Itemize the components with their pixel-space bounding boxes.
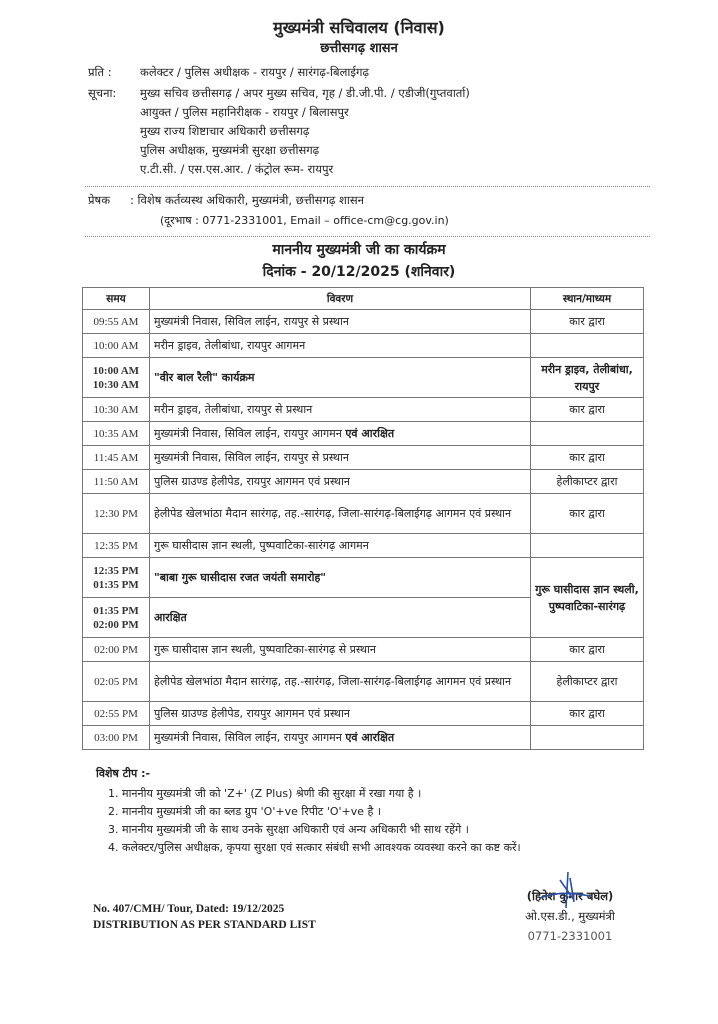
table-row bbox=[83, 310, 644, 334]
info-line: मुख्य सचिव छत्तीसगढ़ / अपर मुख्य सचिव, गृह / डी.जी.पी. / एडीजी(गुप्तवार्ता) bbox=[140, 86, 470, 100]
description-bold-text: "बाबा गुरू घासीदास रजत जयंती समारोह" bbox=[154, 571, 327, 584]
time-cell bbox=[83, 446, 150, 470]
divider bbox=[85, 236, 650, 237]
time-value: 11:50 AM bbox=[93, 475, 139, 488]
description-cell bbox=[150, 446, 531, 470]
signatory-phone: 0771-2331001 bbox=[527, 929, 613, 943]
table-row bbox=[83, 358, 644, 398]
time-value: 10:30 AM bbox=[93, 403, 139, 416]
time-cell bbox=[83, 358, 150, 398]
special-notes bbox=[96, 766, 646, 857]
info-line: मुख्य राज्य शिष्टाचार अधिकारी छत्तीसगढ़ bbox=[140, 124, 310, 138]
table-row bbox=[83, 726, 644, 750]
note-item: 4. कलेक्टर/पुलिस अधीक्षक, कृपया सुरक्षा एवं सत्कार संबंधी सभी आवश्यक व्यवस्था करने का कष्ट करें। bbox=[122, 839, 646, 857]
time-cell bbox=[83, 534, 150, 558]
description-bold-text: "वीर बाल रैली" कार्यक्रम bbox=[154, 371, 255, 384]
description-bold-text: एवं आरक्षित bbox=[345, 731, 395, 744]
signatory-block bbox=[500, 886, 640, 946]
time-value: 02:00 PM bbox=[94, 643, 138, 656]
place-cell: कार द्वारा bbox=[531, 702, 644, 726]
schedule-table bbox=[82, 287, 644, 750]
notes-title: विशेष टीप :- bbox=[96, 767, 151, 780]
letter-number: No. 407/CMH/ Tour, Dated: 19/12/2025 bbox=[93, 903, 285, 915]
header-time: समय bbox=[83, 288, 150, 310]
description-text: मुख्यमंत्री निवास, सिविल लाईन, रायपुर आगमन bbox=[154, 731, 346, 744]
time-value: 09:55 AM bbox=[93, 315, 139, 328]
time-cell bbox=[83, 334, 150, 358]
place-cell: कार द्वारा bbox=[531, 446, 644, 470]
time-cell bbox=[83, 494, 150, 534]
description-cell bbox=[150, 310, 531, 334]
table-row bbox=[83, 534, 644, 558]
place-cell bbox=[531, 726, 644, 750]
time-value: 02:05 PM bbox=[94, 675, 138, 688]
recipients-block bbox=[0, 63, 718, 183]
note-item: 2. माननीय मुख्यमंत्री जी का ब्लड ग्रुप 'O'+ve रिपीट 'O'+ve है । bbox=[122, 803, 646, 821]
time-cell bbox=[83, 422, 150, 446]
sender-label: प्रेषक bbox=[88, 193, 111, 207]
table-row bbox=[83, 422, 644, 446]
table-row bbox=[83, 398, 644, 422]
description-text: पुलिस ग्राउण्ड हेलीपेड, रायपुर आगमन एवं प्रस्थान bbox=[154, 707, 351, 720]
place-cell: हेलीकाप्टर द्वारा bbox=[531, 662, 644, 702]
header-place: स्थान/माध्यम bbox=[531, 288, 644, 310]
description-text: हेलीपेड खेलभांठा मैदान सारंगढ़, तह.-सारंगढ़, जिला-सारंगढ़-बिलाईगढ़ आगमन एवं प्रस्थान bbox=[154, 507, 512, 520]
place-cell bbox=[531, 422, 644, 446]
place-cell: कार द्वारा bbox=[531, 494, 644, 534]
time-value: 12:35 PM bbox=[93, 564, 139, 577]
description-cell bbox=[150, 494, 531, 534]
table-row bbox=[83, 334, 644, 358]
time-value: 02:00 PM bbox=[93, 618, 139, 631]
signatory-name: (हितेश कुमार बघेल) bbox=[526, 889, 614, 903]
description-cell bbox=[150, 702, 531, 726]
footer-reference bbox=[93, 901, 316, 933]
description-text: मुख्यमंत्री निवास, सिविल लाईन, रायपुर से प्रस्थान bbox=[154, 451, 349, 464]
time-cell bbox=[83, 726, 150, 750]
description-cell bbox=[150, 598, 531, 638]
table-row bbox=[83, 446, 644, 470]
time-value: 10:35 AM bbox=[93, 427, 139, 440]
time-value: 10:00 AM bbox=[93, 339, 139, 352]
table-row bbox=[83, 494, 644, 534]
description-text: मुख्यमंत्री निवास, सिविल लाईन, रायपुर आगमन bbox=[154, 427, 346, 440]
time-value: 10:00 AM bbox=[92, 364, 140, 377]
sender-block bbox=[0, 191, 718, 233]
signature-image bbox=[530, 870, 600, 914]
description-cell bbox=[150, 422, 531, 446]
place-cell: कार द्वारा bbox=[531, 638, 644, 662]
description-cell bbox=[150, 726, 531, 750]
description-cell bbox=[150, 470, 531, 494]
description-text: मुख्यमंत्री निवास, सिविल लाईन, रायपुर से प्रस्थान bbox=[154, 315, 349, 328]
place-cell bbox=[531, 334, 644, 358]
time-cell bbox=[83, 310, 150, 334]
description-cell bbox=[150, 662, 531, 702]
time-cell bbox=[83, 702, 150, 726]
description-cell bbox=[150, 398, 531, 422]
time-value: 01:35 PM bbox=[93, 604, 139, 617]
office-title: मुख्यमंत्री सचिवालय (निवास) bbox=[273, 18, 445, 37]
to-label: प्रति : bbox=[88, 65, 112, 79]
time-value: 03:00 PM bbox=[94, 731, 138, 744]
distribution-note: DISTRIBUTION AS PER STANDARD LIST bbox=[93, 919, 316, 931]
note-item: 1. माननीय मुख्यमंत्री जी को 'Z+' (Z Plus) श्रेणी की सुरक्षा में रखा गया है । bbox=[122, 785, 646, 803]
place-cell bbox=[531, 534, 644, 558]
table-row bbox=[83, 470, 644, 494]
header-description: विवरण bbox=[150, 288, 531, 310]
time-cell bbox=[83, 638, 150, 662]
description-text: हेलीपेड खेलभांठा मैदान सारंगढ़, तह.-सारंगढ़, जिला-सारंगढ़-बिलाईगढ़ आगमन एवं प्रस्थान bbox=[154, 675, 512, 688]
place-cell: मरीन ड्राइव, तेलीबांधा, रायपुर bbox=[531, 358, 644, 398]
program-title: माननीय मुख्यमंत्री जी का कार्यक्रम bbox=[272, 242, 446, 258]
info-line: ए.टी.सी. / एस.एस.आर. / कंट्रोल रूम- रायपुर bbox=[140, 162, 334, 176]
government-name: छत्तीसगढ़ शासन bbox=[320, 41, 398, 56]
description-cell bbox=[150, 534, 531, 558]
description-cell bbox=[150, 358, 531, 398]
program-date: दिनांक - 20/12/2025 (शनिवार) bbox=[262, 264, 456, 280]
place-cell: कार द्वारा bbox=[531, 398, 644, 422]
description-text: मरीन ड्राइव, तेलीबांधा, रायपुर आगमन bbox=[154, 339, 306, 352]
description-text: गुरू घासीदास ज्ञान स्थली, पुष्पवाटिका-सारंगढ़ से प्रस्थान bbox=[154, 643, 376, 656]
description-text: गुरू घासीदास ज्ञान स्थली, पुष्पवाटिका-सारंगढ़ आगमन bbox=[154, 539, 369, 552]
description-cell bbox=[150, 334, 531, 358]
signatory-designation: ओ.एस.डी., मुख्यमंत्री bbox=[525, 909, 615, 923]
time-value: 12:30 PM bbox=[94, 507, 138, 520]
table-row bbox=[83, 702, 644, 726]
note-item: 3. माननीय मुख्यमंत्री जी के साथ उनके सुरक्षा अधिकारी एवं अन्य अधिकारी भी साथ रहेंगे । bbox=[122, 821, 646, 839]
description-text: पुलिस ग्राउण्ड हेलीपेड, रायपुर आगमन एवं प्रस्थान bbox=[154, 475, 351, 488]
time-cell bbox=[83, 662, 150, 702]
time-value: 10:30 AM bbox=[92, 378, 140, 391]
description-cell bbox=[150, 558, 531, 598]
time-value: 11:45 AM bbox=[93, 451, 139, 464]
description-bold-text: आरक्षित bbox=[154, 611, 187, 624]
time-value: 01:35 PM bbox=[93, 578, 139, 591]
description-cell bbox=[150, 638, 531, 662]
sender-value: : विशेष कर्तव्यस्थ अधिकारी, मुख्यमंत्री, छत्तीसगढ़ शासन bbox=[130, 193, 365, 207]
place-cell: कार द्वारा bbox=[531, 310, 644, 334]
info-label: सूचना: bbox=[88, 86, 117, 100]
place-cell: हेलीकाप्टर द्वारा bbox=[531, 470, 644, 494]
info-line: पुलिस अधीक्षक, मुख्यमंत्री सुरक्षा छत्तीसगढ़ bbox=[140, 143, 320, 157]
time-value: 12:35 PM bbox=[94, 539, 138, 552]
description-bold-text: एवं आरक्षित bbox=[345, 427, 395, 440]
to-value: कलेक्टर / पुलिस अधीक्षक - रायपुर / सारंगढ़-बिलाईगढ़ bbox=[140, 65, 369, 79]
contact-info: (दूरभाष : 0771-2331001, Email – office-cm@cg.gov.in) bbox=[160, 214, 449, 227]
time-cell bbox=[83, 558, 150, 598]
table-row bbox=[83, 662, 644, 702]
place-cell: गुरू घासीदास ज्ञान स्थली, पुष्पवाटिका-सारंगढ़ bbox=[531, 558, 644, 638]
table-row bbox=[83, 638, 644, 662]
time-cell bbox=[83, 398, 150, 422]
time-cell bbox=[83, 470, 150, 494]
time-value: 02:55 PM bbox=[94, 707, 138, 720]
table-row bbox=[83, 558, 644, 598]
description-text: मरीन ड्राइव, तेलीबांधा, रायपुर से प्रस्थान bbox=[154, 403, 313, 416]
info-line: आयुक्त / पुलिस महानिरीक्षक - रायपुर / बिलासपुर bbox=[140, 105, 349, 119]
time-cell bbox=[83, 598, 150, 638]
divider bbox=[85, 186, 650, 187]
